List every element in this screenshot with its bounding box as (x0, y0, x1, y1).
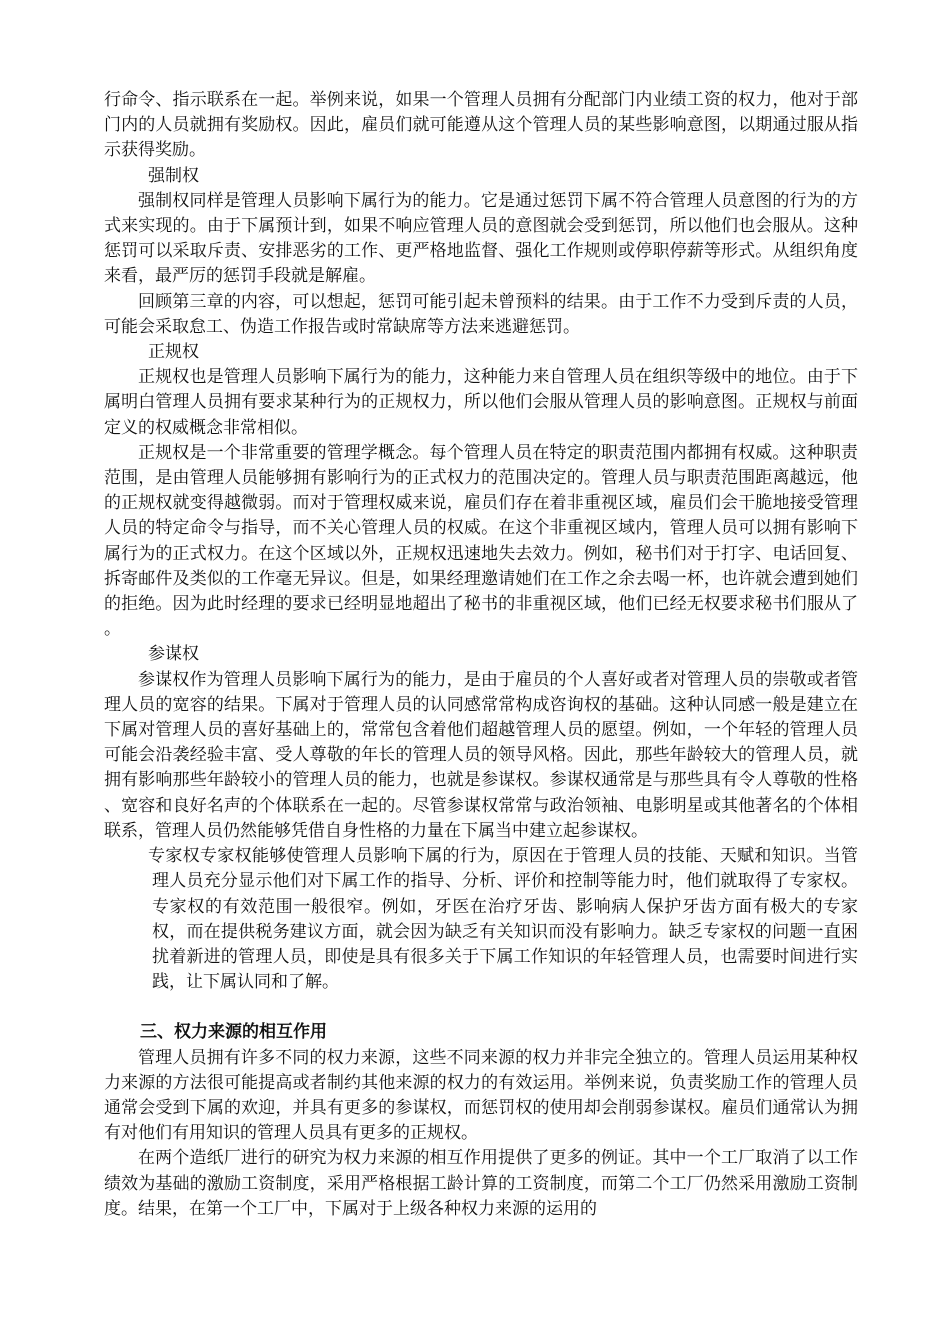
subheading-legitimate-power: 正规权 (148, 342, 199, 363)
subheading-coercive-power: 强制权 (148, 165, 199, 186)
section-heading-interaction: 三、权力来源的相互作用 (140, 1022, 327, 1043)
paragraph-referent: 参谋权作为管理人员影响下属行为的能力，是由于雇员的个人喜好或者对管理人员的崇敬或者管理人员的宽容的结果。下属对于管理人员的认同感常常构成咨询权的基础。这种认同感一般是建立在下属对管理人员的喜好基础上的，常常包含着他们超越管理人员的愿望。例如，一个年轻的管理人员可能会沿袭经验丰富、受人尊敬的年长的管理人员的领导风格。因此，那些年龄较大的管理人员，就拥有影响那些年龄较小的管理人员的能力，也就是参谋权。参谋权通常是与那些具有令人尊敬的性格、宽容和良好名声的个体联系在一起的。尽管参谋权常常与政治领袖、电影明星或其他著名的个体相联系，管理人员仍然能够凭借自身性格的力量在下属当中建立起参谋权。 (104, 669, 858, 841)
subheading-referent-power: 参谋权 (148, 644, 199, 665)
paragraph-coercive-2: 回顾第三章的内容，可以想起，惩罚可能引起未曾预料的结果。由于工作不力受到斥责的人员，可能会采取怠工、伪造工作报告或时常缺席等方法来逃避惩罚。 (104, 291, 858, 337)
paragraph-interaction-2: 在两个造纸厂进行的研究为权力来源的相互作用提供了更多的例证。其中一个工厂取消了以工作绩效为基础的激励工资制度，采用严格根据工龄计算的工资制度，而第二个工厂仍然采用激励工资制度。结果，在第一个工厂中，下属对于上级各种权力来源的运用的 (104, 1148, 858, 1219)
paragraph-intro: 行命令、指示联系在一起。举例来说，如果一个管理人员拥有分配部门内业绩工资的权力，他对于部门内的人员就拥有奖励权。因此，雇员们就可能遵从这个管理人员的某些影响意图，以期通过服从指示获得奖励。 (104, 90, 858, 161)
paragraph-expert-text: 专家权专家权能够使管理人员影响下属的行为，原因在于管理人员的技能、天赋和知识。当管理人员充分显示他们对下属工作的指导、分析、评价和控制等能力时，他们就取得了专家权。专家权的有效范围一般很窄。例如，牙医在治疗牙齿、影响病人保护牙齿方面有极大的专家权，而在提供税务建议方面，就会因为缺乏有关知识而没有影响力。缺乏专家权的问题一直困扰着新进的管理人员，即使是具有很多关于下属工作知识的年轻管理人员，也需要时间进行实践，让下属认同和了解。 (148, 846, 858, 993)
document-page (104, 88, 858, 1222)
paragraph-coercive-1: 强制权同样是管理人员影响下属行为的能力。它是通过惩罚下属不符合管理人员意图的行为的方式来实现的。由于下属预计到，如果不响应管理人员的意图就会受到惩罚，所以他们也会服从。这种惩罚可以采取斥责、安排恶劣的工作、更严格地监督、强化工作规则或停职停薪等形式。从组织角度来看，最严厉的惩罚手段就是解雇。 (104, 190, 858, 287)
paragraph-expert-power (148, 844, 858, 995)
paragraph-legitimate-1: 正规权也是管理人员影响下属行为的能力，这种能力来自管理人员在组织等级中的地位。由于下属明白管理人员拥有要求某种行为的正规权力，所以他们会服从管理人员的影响意图。正规权与前面定义的权威概念非常相似。 (104, 367, 858, 438)
paragraph-interaction-1: 管理人员拥有许多不同的权力来源，这些不同来源的权力并非完全独立的。管理人员运用某种权力来源的方法很可能提高或者制约其他来源的权力的有效运用。举例来说，负责奖励工作的管理人员通常会受到下属的欢迎，并具有更多的参谋权，而惩罚权的使用却会削弱参谋权。雇员们通常认为拥有对他们有用知识的管理人员具有更多的正规权。 (104, 1047, 858, 1144)
paragraph-legitimate-2: 正规权是一个非常重要的管理学概念。每个管理人员在特定的职责范围内都拥有权威。这种职责范围，是由管理人员能够拥有影响行为的正式权力的范围决定的。管理人员与职责范围距离越远，他的正规权就变得越微弱。而对于管理权威来说，雇员们存在着非重视区域，雇员们会干脆地接受管理人员的特定命令与指导，而不关心管理人员的权威。在这个非重视区域内，管理人员可以拥有影响下属行为的正式权力。在这个区域以外，正规权迅速地失去效力。例如，秘书们对于打字、电话回复、拆寄邮件及类似的工作毫无异议。但是，如果经理邀请她们在工作之余去喝一杯，也许就会遭到她们的拒绝。因为此时经理的要求已经明显地超出了秘书的非重视区域，他们已经无权要求秘书们服从了。 (104, 442, 858, 640)
